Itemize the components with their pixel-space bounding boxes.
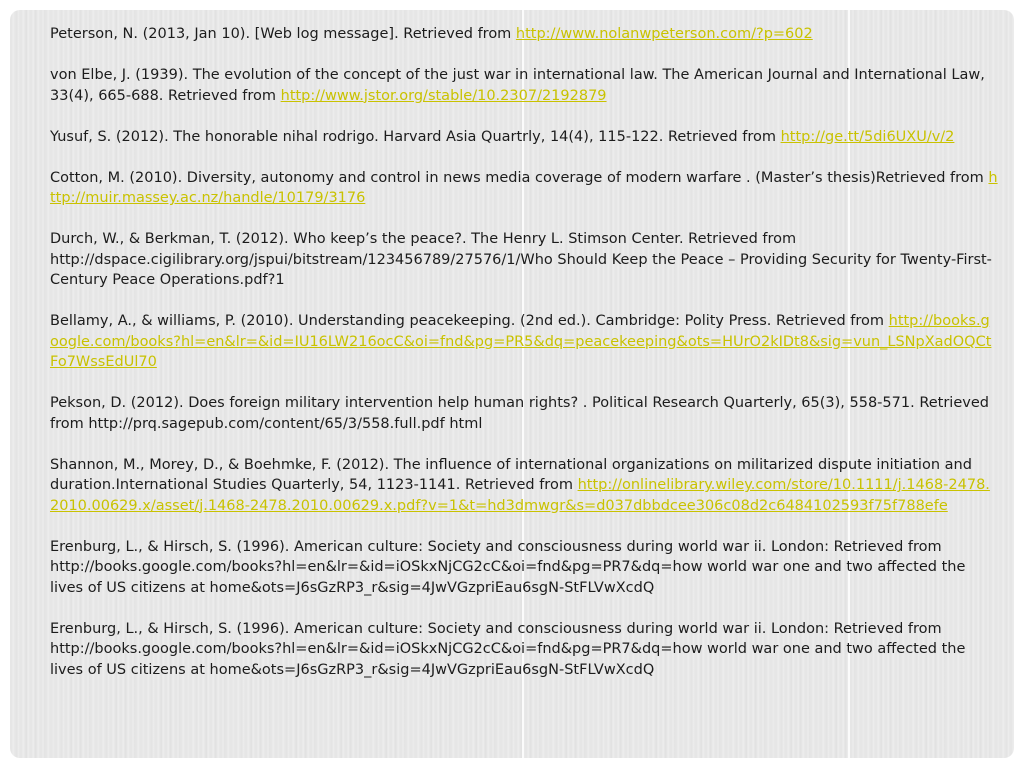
reference-entry xyxy=(50,455,998,517)
reference-link[interactable]: http://books.google.com/books?hl=en&lr=&id=IU16LW216ocC&oi=fnd&pg=PR5&dq=peacekeeping&ots=HUrO2kIDt8&sig=vun_LSNpXadOQCtFo7WssEdUl70 xyxy=(50,313,992,370)
reference-list xyxy=(50,24,998,701)
reference-entry xyxy=(50,537,998,599)
reference-link[interactable]: http://onlinelibrary.wiley.com/store/10.1111/j.1468-2478.2010.00629.x/asset/j.1468-2478.2010.00629.x.pdf?v=1&t=hd3dmwgr&s=d037dbbdcee306c08d2c6484102593f75f788efe xyxy=(50,477,990,514)
reference-text: Bellamy, A., & williams, P. (2010). Understanding peacekeeping. (2nd ed.). Cambridge: Polity Press. Retrieved from xyxy=(50,313,889,329)
reference-text: Erenburg, L., & Hirsch, S. (1996). American culture: Society and consciousness during world war ii. London: Retrieved from http://books.google.com/books?hl=en&lr=&id=iOSkxNjCG2cC&oi=fnd&pg=PR7&dq=how world war one and two affected the lives of US citizens at home&ots=J6sGzRP3_r&sig=4JwVGzpriEau6sgN-StFLVwXcdQ xyxy=(50,538,966,596)
slide xyxy=(10,10,1014,758)
reference-entry xyxy=(50,168,998,209)
reference-entry xyxy=(50,229,998,291)
reference-text: Pekson, D. (2012). Does foreign military intervention help human rights? . Political Research Quarterly, 65(3), 558-571. Retrieved from http://prq.sagepub.com/content/65/3/558.full.pdf html xyxy=(50,395,989,432)
reference-entry xyxy=(50,393,998,434)
reference-entry xyxy=(50,311,998,373)
reference-text: Erenburg, L., & Hirsch, S. (1996). American culture: Society and consciousness during world war ii. London: Retrieved from http://books.google.com/books?hl=en&lr=&id=iOSkxNjCG2cC&oi=fnd&pg=PR7&dq=how world war one and two affected the lives of US citizens at home&ots=J6sGzRP3_r&sig=4JwVGzpriEau6sgN-StFLVwXcdQ xyxy=(50,620,966,678)
reference-entry xyxy=(50,24,998,45)
reference-text: Peterson, N. (2013, Jan 10). [Web log message]. Retrieved from xyxy=(50,26,516,42)
reference-text: von Elbe, J. (1939). The evolution of the concept of the just war in international law. The American Journal and International Law, 33(4), 665-688. Retrieved from xyxy=(50,67,985,104)
reference-link[interactable]: http://www.jstor.org/stable/10.2307/2192879 xyxy=(280,87,607,104)
reference-link[interactable]: http://www.nolanwpeterson.com/?p=602 xyxy=(515,26,813,42)
reference-link[interactable]: http://muir.massey.ac.nz/handle/10179/3176 xyxy=(50,169,998,206)
reference-entry xyxy=(50,619,998,681)
reference-text: Shannon, M., Morey, D., & Boehmke, F. (2012). The influence of international organizations on militarized dispute initiation and duration.International Studies Quarterly, 54, 1123-1141. Retrieved from xyxy=(50,456,972,493)
reference-text: Cotton, M. (2010). Diversity, autonomy and control in news media coverage of modern warfare . (Master’s thesis)Retrieved from xyxy=(50,169,989,186)
reference-entry xyxy=(50,65,998,106)
reference-text: Yusuf, S. (2012). The honorable nihal rodrigo. Harvard Asia Quartrly, 14(4), 115-122. Retrieved from xyxy=(50,128,781,145)
reference-entry xyxy=(50,127,998,148)
reference-text: Durch, W., & Berkman, T. (2012). Who keep’s the peace?. The Henry L. Stimson Center. Retrieved from http://dspace.cigilibrary.org/jspui/bitstream/123456789/27576/1/Who Should Keep the Peace – Providing Security for Twenty-First-Century Peace Operations.pdf?1 xyxy=(50,231,992,288)
reference-link[interactable]: http://ge.tt/5di6UXU/v/2 xyxy=(780,128,955,145)
